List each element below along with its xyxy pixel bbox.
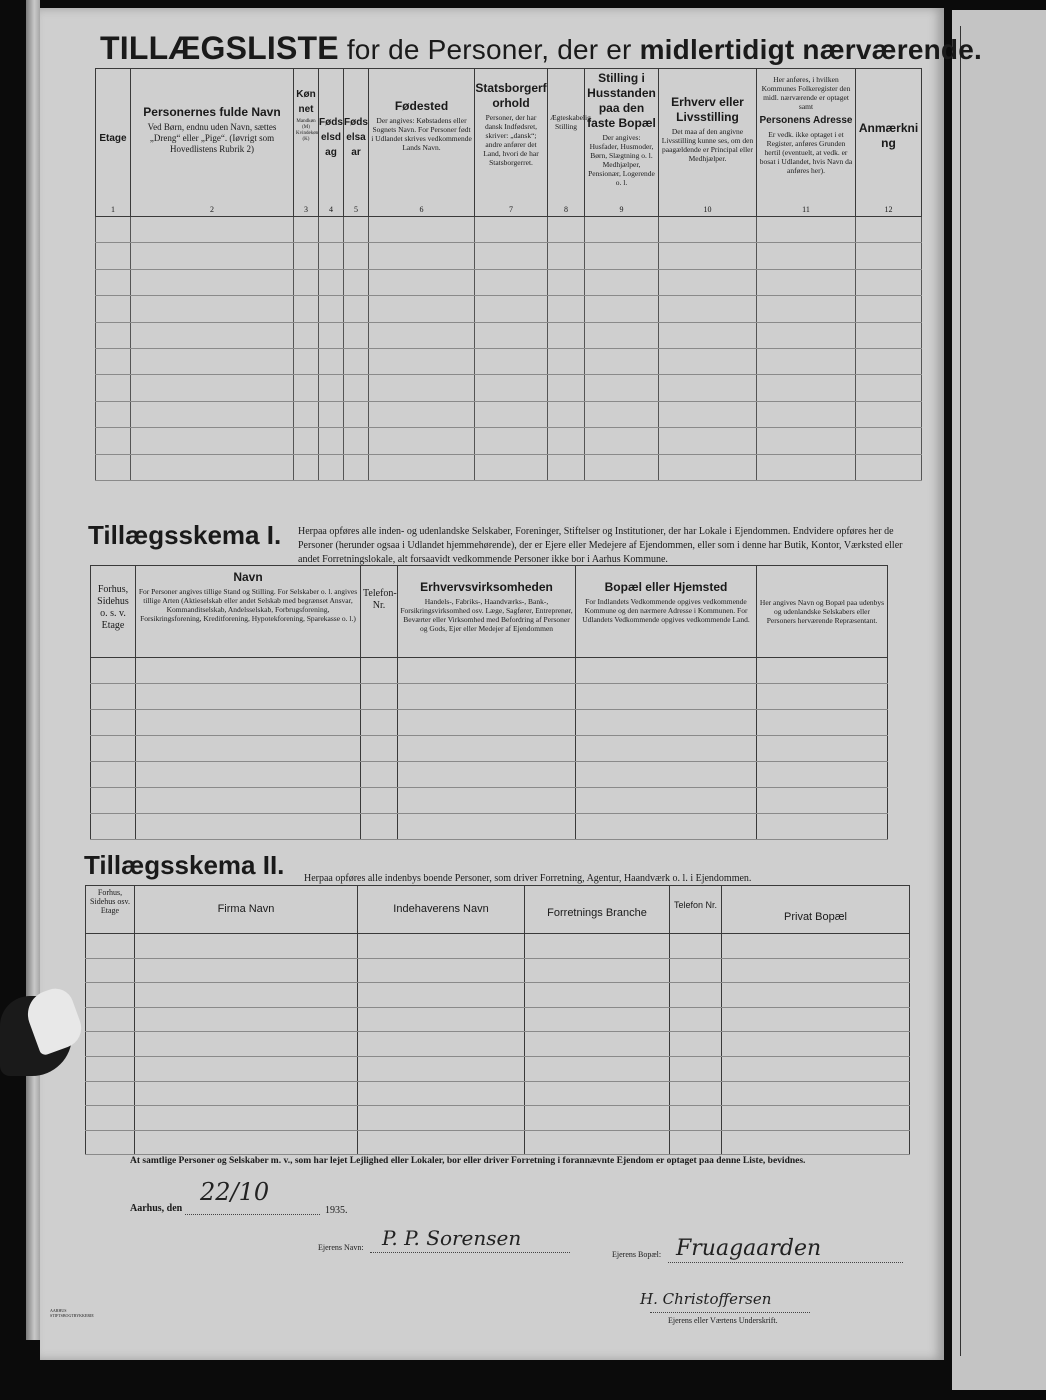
empty-cell [86,1007,135,1032]
empty-cell [525,1056,670,1081]
empty-cell [86,1056,135,1081]
empty-cell [96,296,131,322]
empty-cell [131,296,294,322]
empty-cell [319,348,344,374]
empty-cell [757,788,888,814]
empty-row [96,454,922,480]
empty-cell [294,428,319,454]
empty-cell [525,958,670,983]
empty-cell [659,269,757,295]
empty-cell [96,428,131,454]
empty-cell [525,1130,670,1155]
empty-cell [475,269,548,295]
col-anmaerkning: Anmærkning 12 [856,69,922,217]
title-rest-b: midlertidigt nærværende. [639,34,982,65]
s2-col-etage: Forhus, Sidehus osv. Etage [86,886,135,934]
empty-cell [585,322,659,348]
empty-cell [398,684,576,710]
empty-cell [670,958,722,983]
empty-cell [361,684,398,710]
empty-cell [585,269,659,295]
empty-row [96,217,922,243]
empty-cell [136,658,361,684]
empty-cell [670,1106,722,1131]
empty-row [96,401,922,427]
title-main: TILLÆGSLISTE [100,30,339,66]
s1-col-bopael: Bopæl eller Hjemsted For Indlandets Vedkommende opgives vedkommende Kommune og den nærmere Adresse i Kommunen. For Udlandets Vedkommende opgives vedkommende Land. [576,566,757,658]
col-navn: Personernes fulde Navn Ved Børn, endnu uden Navn, sættes „Dreng“ eller „Pige“. (Iøvrigt som Hovedlistens Rubrik 2) 2 [131,69,294,217]
col-statsborger: Statsborgerforhold Personer, der har dansk Indfødsret, skriver: „dansk“; andre anfører det Land, hvori de har Statsborgerret. 7 [475,69,548,217]
empty-row [91,684,888,710]
empty-cell [91,710,136,736]
empty-cell [358,1056,525,1081]
empty-row [86,934,910,959]
signature-handwritten: H. Christoffersen [640,1290,772,1308]
empty-row [96,269,922,295]
schema2-text: Herpaa opføres alle indenbys boende Personer, som driver Forretning, Agentur, Haandværk o. l. i Ejendommen. [304,873,752,884]
schema1-rows [91,658,888,840]
empty-cell [131,454,294,480]
empty-cell [358,934,525,959]
empty-cell [294,217,319,243]
empty-cell [131,428,294,454]
empty-cell [856,348,922,374]
empty-cell [670,1007,722,1032]
empty-cell [86,983,135,1008]
empty-cell [361,736,398,762]
empty-row [86,1106,910,1131]
empty-cell [361,762,398,788]
empty-cell [398,710,576,736]
empty-cell [475,428,548,454]
empty-cell [369,269,475,295]
empty-row [86,1130,910,1155]
empty-cell [398,736,576,762]
empty-row [91,788,888,814]
empty-cell [96,401,131,427]
empty-cell [757,348,856,374]
empty-cell [659,348,757,374]
empty-cell [369,401,475,427]
empty-cell [136,814,361,840]
col-foedested: Fødested Der angives: Købstadens eller Sognets Navn. For Personer født i Udlandet skrives vedkommende Lands Navn. 6 [369,69,475,217]
empty-cell [131,322,294,348]
empty-cell [294,322,319,348]
empty-cell [135,1056,358,1081]
empty-cell [585,401,659,427]
empty-cell [525,1032,670,1057]
empty-cell [131,375,294,401]
col-adresse: Her anføres, i hvilken Kommunes Folkeregister den midl. nærværende er optaget samt Personens Adresse Er vedk. ikke optaget i et Register, anføres Grunden hertil (eventuelt, at vedk. er bosat i Udlandet, hvis Navn da anføres her). 11 [757,69,856,217]
certification-text: At samtlige Personer og Selskaber m. v., som har lejet Lejlighed eller Lokaler, bor eller driver Forretning i forannævnte Ejendom er optaget paa denne Liste, bevidnes. [130,1156,806,1166]
empty-cell [136,736,361,762]
date-line [185,1214,320,1215]
empty-cell [358,1081,525,1106]
empty-cell [585,217,659,243]
empty-cell [585,454,659,480]
empty-cell [294,454,319,480]
empty-cell [475,322,548,348]
empty-cell [670,1056,722,1081]
empty-cell [131,401,294,427]
empty-cell [294,243,319,269]
empty-cell [369,428,475,454]
empty-cell [131,269,294,295]
empty-row [96,428,922,454]
signature-line [650,1312,810,1313]
empty-cell [319,296,344,322]
empty-cell [548,428,585,454]
empty-cell [344,401,369,427]
empty-cell [319,454,344,480]
empty-cell [294,348,319,374]
empty-row [96,243,922,269]
empty-cell [91,788,136,814]
cert-date-handwritten: 22/10 [200,1178,270,1206]
empty-row [86,1081,910,1106]
empty-cell [91,762,136,788]
empty-cell [475,401,548,427]
empty-cell [91,658,136,684]
empty-cell [294,269,319,295]
empty-cell [856,322,922,348]
empty-cell [86,1032,135,1057]
s1-col-etage: Forhus, Sidehus o. s. v. Etage [91,566,136,658]
empty-cell [398,788,576,814]
s2-col-branche: Forretnings Branche [525,886,670,934]
empty-cell [319,375,344,401]
empty-cell [319,243,344,269]
empty-cell [361,814,398,840]
empty-cell [344,269,369,295]
schema2-rows [86,934,910,1155]
owner-name-label: Ejerens Navn: [318,1243,364,1252]
empty-cell [757,762,888,788]
empty-cell [576,658,757,684]
col-foedselsaar: Fødselsaar 5 [344,69,369,217]
empty-cell [576,684,757,710]
col-aegteskab: Ægteskabelig Stilling 8 [548,69,585,217]
empty-cell [369,296,475,322]
empty-cell [659,428,757,454]
empty-cell [670,983,722,1008]
empty-cell [576,762,757,788]
schema2-title: Tillægsskema II. [84,850,285,880]
empty-cell [369,217,475,243]
empty-cell [344,348,369,374]
empty-cell [319,428,344,454]
empty-row [91,762,888,788]
s1-col-navn: Navn For Personer angives tillige Stand og Stilling. For Selskaber o. l. angives tillige Arten (Aktieselskab eller andet Selskab med begrænset Ansvar, Kommanditselskab, Andelsselskab, Forbrugsforening, Forsikringsforening, Kreditforening, Hypotekforening, Sparekasse o. l.) [136,566,361,658]
page-title [100,30,982,67]
empty-cell [344,243,369,269]
empty-cell [358,1130,525,1155]
empty-cell [722,1032,910,1057]
empty-cell [722,1081,910,1106]
empty-cell [670,1081,722,1106]
empty-cell [475,243,548,269]
empty-cell [475,454,548,480]
empty-cell [358,1106,525,1131]
empty-cell [475,375,548,401]
empty-cell [525,1007,670,1032]
empty-cell [659,454,757,480]
empty-cell [757,322,856,348]
empty-cell [398,762,576,788]
empty-cell [757,401,856,427]
schema2-table [85,885,910,1155]
empty-cell [344,375,369,401]
owner-address-line [668,1262,903,1263]
empty-cell [344,322,369,348]
empty-cell [757,243,856,269]
empty-cell [670,1130,722,1155]
col-stilling: Stilling i Husstanden paa den faste Bopæl Der angives: Husfader, Husmoder, Børn, Slægtning o. l. Medhjælper, Pensionær, Logerende o. l. 9 [585,69,659,217]
schema1-text: Herpaa opføres alle inden- og udenlandske Selskaber, Foreninger, Stiftelser og Institutioner, der har Lokale i Ejendommen. Endvidere opføres her de Personer (herunder ogsaa i Udlandet hjemmehørende), der er Ejere eller Medejere af Ejendommen, eller som i denne har Butik, Kontor, Værksted eller andet Forretningslokale, alt forsaavidt vedkommende Personer ikke bor i Aarhus Kommune. [298,526,903,565]
empty-row [86,1032,910,1057]
empty-cell [86,934,135,959]
empty-cell [525,1106,670,1131]
empty-cell [398,814,576,840]
empty-cell [548,217,585,243]
col-foedselsdag: Fødselsdag 4 [319,69,344,217]
empty-cell [136,762,361,788]
empty-cell [576,814,757,840]
empty-cell [91,684,136,710]
empty-cell [361,788,398,814]
empty-cell [369,243,475,269]
empty-cell [722,1007,910,1032]
empty-row [96,296,922,322]
empty-cell [548,454,585,480]
empty-cell [96,348,131,374]
empty-cell [135,983,358,1008]
empty-cell [358,958,525,983]
empty-cell [294,296,319,322]
empty-cell [757,296,856,322]
empty-cell [96,243,131,269]
empty-cell [670,1032,722,1057]
empty-cell [369,375,475,401]
empty-cell [294,401,319,427]
empty-cell [96,375,131,401]
empty-cell [757,814,888,840]
header-row [96,69,922,217]
empty-cell [659,296,757,322]
empty-cell [757,217,856,243]
empty-cell [135,934,358,959]
empty-cell [369,454,475,480]
empty-cell [131,348,294,374]
empty-cell [361,710,398,736]
empty-cell [856,243,922,269]
empty-cell [585,428,659,454]
empty-cell [856,296,922,322]
empty-cell [475,296,548,322]
s1-col-erhverv: Erhvervsvirksomheden Handels-, Fabriks-, Haandværks-, Bank-, Forsikringsvirksomhed osv. Læge, Sagfører, Entreprenør, Beværter eller Virksomhed med Befordring af Personer og Gods, Ejer eller Medejer af Ejendommen [398,566,576,658]
empty-row [86,1007,910,1032]
empty-cell [576,736,757,762]
empty-row [86,983,910,1008]
empty-cell [358,1007,525,1032]
col-koennet: Kønnet Mandkøn (M) Kvindekøn (K) 3 [294,69,319,217]
tillaegsliste-rows [96,217,922,481]
col-erhverv: Erhverv eller Livsstilling Det maa af den angivne Livsstilling kunne ses, om den paagældende er Principal eller Medhjælper. 10 [659,69,757,217]
empty-cell [757,684,888,710]
empty-cell [659,217,757,243]
empty-cell [757,375,856,401]
empty-cell [548,322,585,348]
empty-cell [135,958,358,983]
empty-cell [369,348,475,374]
empty-row [96,375,922,401]
empty-cell [659,322,757,348]
empty-cell [361,658,398,684]
empty-cell [585,243,659,269]
empty-cell [659,375,757,401]
empty-cell [757,428,856,454]
empty-cell [135,1032,358,1057]
empty-cell [91,736,136,762]
empty-cell [294,375,319,401]
empty-cell [135,1106,358,1131]
empty-cell [96,217,131,243]
owner-name-handwritten: P. P. Sorensen [382,1226,522,1250]
empty-cell [135,1081,358,1106]
facing-page [952,10,1046,1390]
empty-row [96,322,922,348]
s2-col-telefon: Telefon Nr. [670,886,722,934]
empty-row [91,658,888,684]
empty-cell [856,375,922,401]
empty-cell [525,1081,670,1106]
empty-cell [548,296,585,322]
empty-cell [722,934,910,959]
empty-cell [319,217,344,243]
empty-cell [757,658,888,684]
schema1-table [90,565,888,840]
empty-cell [576,710,757,736]
empty-cell [86,958,135,983]
empty-cell [585,375,659,401]
empty-cell [358,983,525,1008]
empty-cell [585,348,659,374]
s2-col-indehaver: Indehaverens Navn [358,886,525,934]
empty-cell [475,348,548,374]
owner-address-label: Ejerens Bopæl: [612,1250,662,1259]
empty-cell [722,1056,910,1081]
cert-place: Aarhus, den [130,1203,183,1214]
empty-cell [96,322,131,348]
empty-row [91,814,888,840]
empty-cell [319,269,344,295]
empty-cell [344,454,369,480]
empty-cell [548,375,585,401]
empty-cell [398,658,576,684]
owner-address-handwritten: Fruagaarden [676,1236,822,1261]
empty-cell [722,1106,910,1131]
empty-cell [344,217,369,243]
empty-cell [856,269,922,295]
empty-cell [86,1106,135,1131]
empty-row [91,736,888,762]
empty-cell [344,428,369,454]
col-etage: Etage 1 [96,69,131,217]
empty-cell [856,428,922,454]
s2-col-privat-bopael: Privat Bopæl [722,886,910,934]
empty-cell [856,217,922,243]
empty-cell [670,934,722,959]
empty-cell [576,788,757,814]
empty-cell [757,710,888,736]
empty-cell [358,1032,525,1057]
empty-row [86,1056,910,1081]
empty-row [91,710,888,736]
empty-cell [136,684,361,710]
cert-year: 1935. [325,1205,348,1216]
empty-row [96,348,922,374]
empty-cell [585,296,659,322]
empty-cell [96,269,131,295]
empty-row [86,958,910,983]
empty-cell [86,1130,135,1155]
printer-imprint: AARHUS STIFTSBOGTRYKKERIE [50,1308,94,1318]
book-edge [26,0,40,1340]
empty-cell [96,454,131,480]
schema1-title: Tillægsskema I. [88,520,282,550]
title-rest-a: for de Personer, der er [346,34,632,65]
tillaegsliste-table [95,68,922,481]
empty-cell [548,243,585,269]
empty-cell [136,788,361,814]
empty-cell [757,454,856,480]
empty-cell [757,269,856,295]
empty-cell [131,217,294,243]
s2-col-firma: Firma Navn [135,886,358,934]
empty-cell [525,934,670,959]
empty-cell [135,1007,358,1032]
empty-cell [91,814,136,840]
empty-cell [369,322,475,348]
empty-cell [856,401,922,427]
empty-cell [548,348,585,374]
empty-cell [344,296,369,322]
empty-cell [319,401,344,427]
empty-cell [548,401,585,427]
empty-cell [757,736,888,762]
empty-cell [659,243,757,269]
empty-cell [722,958,910,983]
empty-cell [722,983,910,1008]
empty-cell [722,1130,910,1155]
empty-cell [131,243,294,269]
empty-cell [135,1130,358,1155]
signature-label: Ejerens eller Værtens Underskrift. [668,1316,778,1325]
s1-col-repraesentant: Her angives Navn og Bopæl paa udenbys og udenlandske Selskabers eller Personers herværende Repræsentant. [757,566,888,658]
empty-cell [548,269,585,295]
owner-name-line [370,1252,570,1253]
empty-cell [525,983,670,1008]
empty-cell [319,322,344,348]
empty-cell [659,401,757,427]
s1-col-telefon: Telefon-Nr. [361,566,398,658]
empty-cell [136,710,361,736]
empty-cell [475,217,548,243]
empty-cell [86,1081,135,1106]
empty-cell [856,454,922,480]
